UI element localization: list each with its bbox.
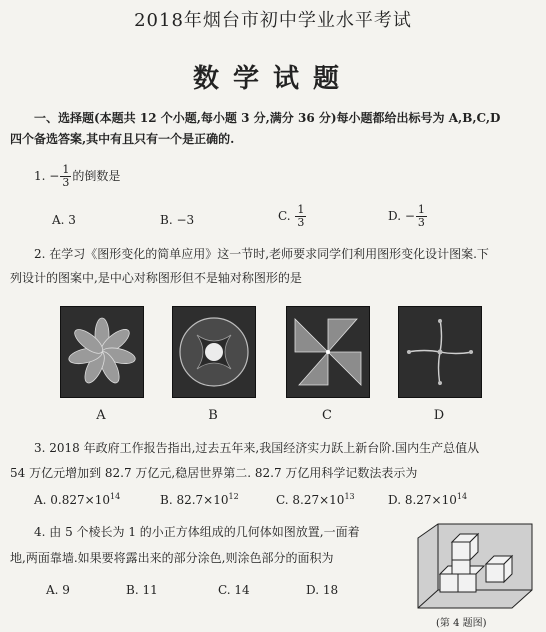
q1-option-a: A. 3: [52, 213, 76, 227]
q1-option-d-prefix: D. −: [388, 209, 415, 223]
q3-option-b-base: B. 82.7×10: [160, 493, 229, 507]
pinwheel-pattern-icon: [287, 307, 369, 397]
flower-pattern-icon: [61, 307, 143, 397]
q1-suffix: 的倒数是: [72, 169, 121, 183]
q3-line2: 54 万亿元增加到 82.7 万亿元,稳居世界第二. 82.7 万亿用科学记数法表示为: [10, 466, 418, 480]
q1-option-c: [278, 204, 307, 229]
q4-figure-caption: (第 4 题图): [436, 618, 487, 629]
q2-label-a: A: [96, 408, 106, 423]
q3-option-a-base: A. 0.827×10: [34, 493, 110, 507]
section-intro-line1: 一、选择题(本题共 12 个小题,每小题 3 分,满分 36 分)每小题都给出标号为 A,B,C,D: [34, 111, 501, 125]
q2-figure-d: [398, 306, 482, 398]
q3-option-d-exp: 14: [456, 492, 468, 501]
q3-option-a-exp: 14: [109, 492, 121, 501]
q3-option-c-exp: 13: [344, 492, 355, 501]
q2-line2: 列设计的图案中,是中心对称图形但不是轴对称图形的是: [10, 271, 302, 285]
exam-title: 2018年烟台市初中学业水平考试: [134, 10, 412, 31]
q1-fraction: [60, 164, 71, 189]
q4-option-c: C. 14: [218, 583, 250, 597]
q3-line1: 3. 2018 年政府工作报告指出,过去五年来,我国经济实力跃上新台阶.国内生产总值从: [34, 441, 480, 455]
q3-option-b: [160, 492, 239, 507]
q4-line1: 4. 由 5 个棱长为 1 的小正方体组成的几何体如图放置,一面着: [34, 525, 360, 539]
q4-figure: [412, 520, 538, 612]
subject-title: 数学试题: [192, 64, 353, 94]
q1-minus: −: [49, 169, 60, 183]
cross-pattern-icon: [399, 307, 481, 397]
q1-frac-num: 1: [62, 163, 70, 176]
q4-option-a: A. 9: [46, 583, 70, 597]
q1-option-b: B. −3: [160, 213, 195, 227]
coin-pattern-icon: [173, 307, 255, 397]
q1-number: 1.: [34, 169, 46, 183]
cube-stack-icon: [412, 520, 538, 612]
q1-option-c-den: 3: [297, 216, 305, 229]
section-intro-line2: 四个备选答案,其中有且只有一个是正确的.: [10, 132, 235, 146]
q2-figure-a: [60, 306, 144, 398]
q1-option-c-num: 1: [297, 203, 305, 216]
q3-option-b-exp: 12: [228, 492, 239, 501]
q3-option-a: [34, 492, 120, 507]
q1-option-d-den: 3: [417, 216, 425, 229]
q4-line2: 地,两面靠墙.如果要将露出来的部分涂色,则涂色部分的面积为: [10, 551, 334, 565]
q3-option-c: [276, 492, 355, 507]
q2-figure-c: [286, 306, 370, 398]
q1-option-d-fraction: [416, 204, 427, 229]
question-1: [34, 164, 120, 189]
q2-label-d: D: [433, 408, 445, 423]
q1-option-d-num: 1: [417, 203, 425, 216]
q2-label-c: C: [322, 408, 332, 423]
q3-option-d-base: D. 8.27×10: [388, 493, 457, 507]
q4-option-d: D. 18: [306, 583, 339, 597]
q1-option-c-fraction: [295, 204, 306, 229]
q1-option-c-prefix: C.: [278, 209, 291, 223]
q3-option-c-base: C. 8.27×10: [276, 493, 345, 507]
q1-option-d: [388, 204, 428, 229]
q4-option-b: B. 11: [126, 583, 158, 597]
q1-frac-den: 3: [62, 176, 70, 189]
q2-line1: 2. 在学习《图形变化的简单应用》这一节时,老师要求同学们利用图形变化设计图案.下: [34, 247, 489, 261]
q2-figure-b: [172, 306, 256, 398]
q3-option-d: [388, 492, 467, 507]
q2-label-b: B: [208, 408, 218, 423]
